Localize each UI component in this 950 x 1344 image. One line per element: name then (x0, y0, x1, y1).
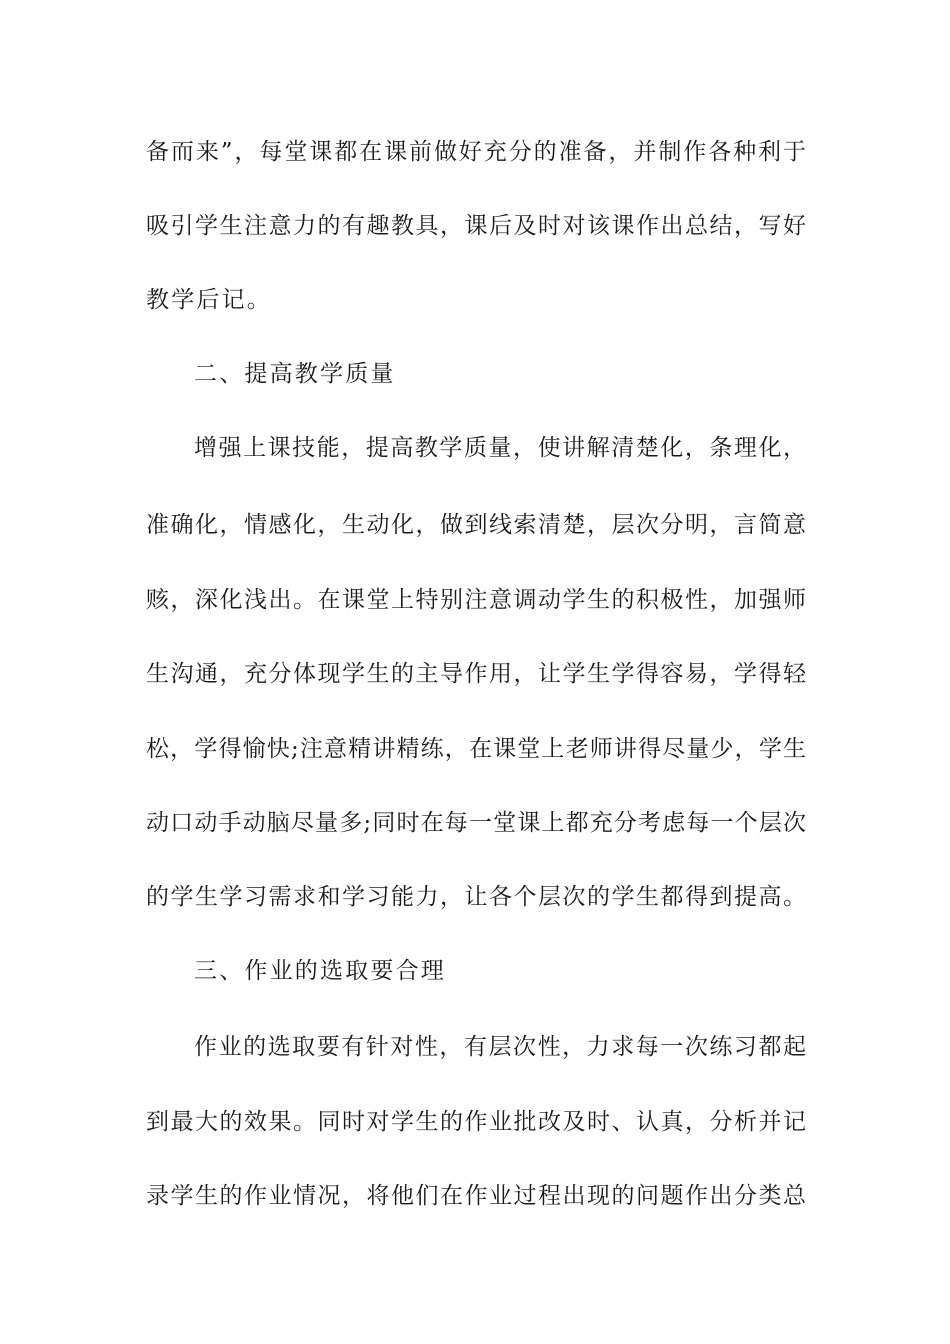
body-text-line: 动口动手动脑尽量多;同时在每一堂课上都充分考虑每一个层次 (146, 810, 806, 836)
body-text-line: 备而来”，每堂课都在课前做好充分的准备，并制作各种利于 (146, 139, 806, 165)
body-text-line: 增强上课技能，提高教学质量，使讲解清楚化，条理化， (194, 435, 806, 461)
body-text-line: 到最大的效果。同时对学生的作业批改及时、认真，分析并记 (146, 1109, 806, 1135)
section-heading: 二、提高教学质量 (194, 361, 396, 387)
body-text-line: 吸引学生注意力的有趣教具，课后及时对该课作出总结，写好 (146, 213, 806, 239)
body-text-line: 作业的选取要有针对性，有层次性，力求每一次练习都起 (194, 1034, 806, 1060)
body-text-line: 准确化，情感化，生动化，做到线索清楚，层次分明，言简意 (146, 512, 806, 538)
section-heading: 三、作业的选取要合理 (194, 958, 446, 984)
body-text-line: 的学生学习需求和学习能力，让各个层次的学生都得到提高。 (146, 884, 806, 910)
body-text-line: 教学后记。 (146, 287, 272, 313)
body-text-line: 生沟通，充分体现学生的主导作用，让学生学得容易，学得轻 (146, 661, 806, 687)
body-text-line: 赅，深化浅出。在课堂上特别注意调动学生的积极性，加强师 (146, 587, 806, 613)
body-text-line: 松，学得愉快;注意精讲精练，在课堂上老师讲得尽量少，学生 (146, 736, 806, 762)
body-text-line: 录学生的作业情况，将他们在作业过程出现的问题作出分类总 (146, 1183, 806, 1209)
